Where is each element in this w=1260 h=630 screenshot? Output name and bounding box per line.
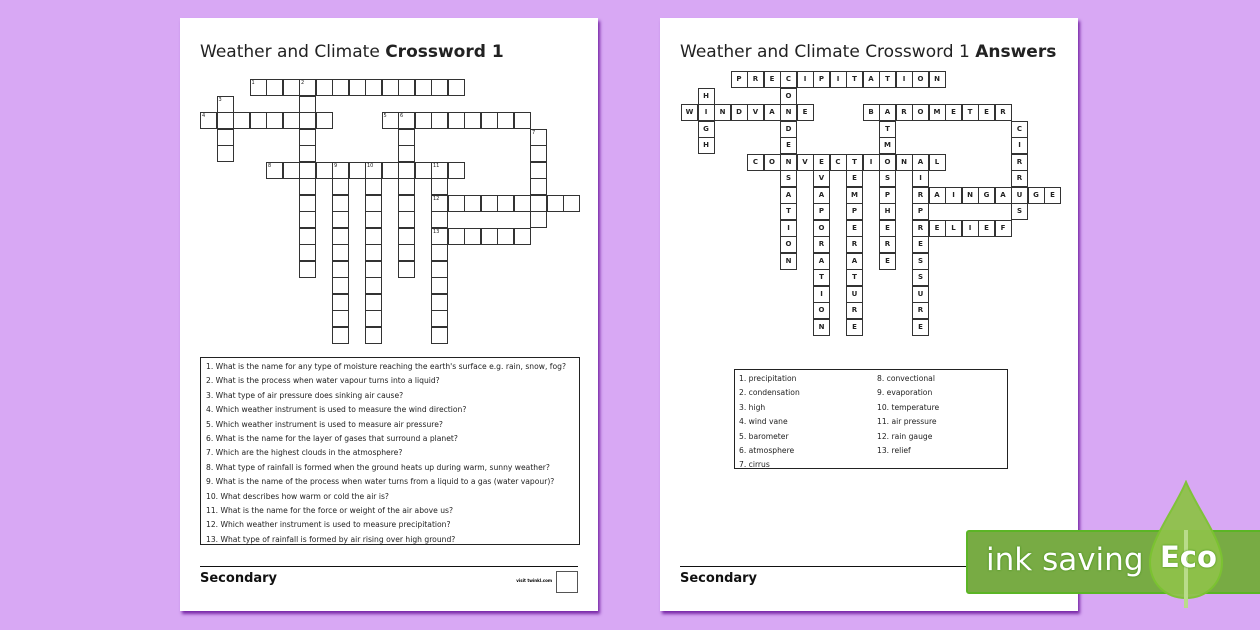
crossword-cell[interactable]	[365, 244, 382, 261]
crossword-cell: R	[896, 104, 913, 121]
crossword-cell[interactable]	[217, 129, 234, 146]
crossword-cell[interactable]	[464, 228, 481, 245]
answer-item: 13. relief	[877, 445, 911, 455]
crossword-cell[interactable]	[365, 261, 382, 278]
crossword-cell: I	[896, 71, 913, 88]
crossword-cell[interactable]	[299, 162, 316, 179]
crossword-cell[interactable]	[481, 112, 498, 129]
footer-divider	[200, 566, 578, 567]
crossword-cell[interactable]	[382, 79, 399, 96]
crossword-cell[interactable]	[530, 195, 547, 212]
crossword-cell[interactable]	[398, 112, 415, 129]
clue-item: 7. Which are the highest clouds in the atmosphere?	[206, 448, 403, 458]
crossword-worksheet	[180, 18, 598, 611]
answer-item: 4. wind vane	[739, 417, 788, 427]
crossword-cell[interactable]	[431, 310, 448, 327]
crossword-cell: P	[813, 71, 830, 88]
crossword-cell[interactable]	[299, 178, 316, 195]
crossword-cell[interactable]	[398, 162, 415, 179]
crossword-cell[interactable]	[497, 112, 514, 129]
crossword-cell[interactable]	[365, 294, 382, 311]
crossword-cell[interactable]	[332, 294, 349, 311]
crossword-cell[interactable]	[200, 112, 217, 129]
crossword-cell[interactable]	[398, 261, 415, 278]
crossword-cell: E	[879, 220, 896, 237]
crossword-cell: A	[879, 104, 896, 121]
crossword-cell[interactable]	[497, 228, 514, 245]
crossword-cell[interactable]	[332, 178, 349, 195]
crossword-cell: A	[764, 104, 781, 121]
clue-number: 13	[433, 228, 440, 235]
crossword-cell: C	[830, 154, 847, 171]
crossword-cell: A	[929, 187, 946, 204]
clue-number: 10	[367, 162, 374, 169]
crossword-cell: E	[929, 220, 946, 237]
crossword-cell[interactable]	[464, 195, 481, 212]
crossword-cell[interactable]	[530, 211, 547, 228]
crossword-cell: R	[1011, 170, 1028, 187]
crossword-cell[interactable]	[448, 112, 465, 129]
crossword-cell[interactable]	[233, 112, 250, 129]
crossword-cell: R	[846, 236, 863, 253]
crossword-cell[interactable]	[431, 195, 448, 212]
crossword-cell: R	[912, 220, 929, 237]
crossword-cell: E	[912, 319, 929, 336]
crossword-cell: U	[1011, 187, 1028, 204]
crossword-cell[interactable]	[332, 261, 349, 278]
crossword-cell[interactable]	[250, 112, 267, 129]
crossword-cell[interactable]	[217, 145, 234, 162]
clue-number: 5	[383, 113, 387, 119]
answer-item: 1. precipitation	[739, 374, 797, 383]
worksheet-title	[200, 42, 504, 62]
answer-item: 7. cirrus	[739, 460, 770, 470]
crossword-cell: T	[846, 269, 863, 286]
clue-item: 1. What is the name for any type of moisture reaching the earth's surface e.g. rain, snow, fog?	[206, 362, 566, 371]
clue-item: 11. What is the name for the force or weight of the air above us?	[206, 506, 454, 516]
crossword-cell: E	[846, 170, 863, 187]
clue-number: 2	[301, 80, 305, 86]
crossword-cell[interactable]	[250, 79, 267, 96]
crossword-cell: N	[896, 154, 913, 171]
crossword-cell: P	[813, 203, 830, 220]
crossword-cell[interactable]	[316, 112, 333, 129]
crossword-cell[interactable]	[299, 261, 316, 278]
crossword-cell: A	[780, 187, 797, 204]
crossword-cell[interactable]	[497, 195, 514, 212]
crossword-cell: G	[978, 187, 995, 204]
footer-level: Secondary	[200, 571, 278, 586]
crossword-cell: I	[698, 104, 715, 121]
crossword-cell: M	[846, 187, 863, 204]
crossword-cell: E	[945, 104, 962, 121]
twinkl-logo	[556, 571, 578, 593]
crossword-cell[interactable]	[365, 327, 382, 344]
crossword-cell[interactable]	[349, 162, 366, 179]
crossword-cell: E	[813, 154, 830, 171]
crossword-cell: P	[879, 187, 896, 204]
crossword-cell: C	[780, 71, 797, 88]
crossword-cell: I	[945, 187, 962, 204]
crossword-cell: R	[912, 187, 929, 204]
crossword-cell: B	[863, 104, 880, 121]
clue-item: 10. What describes how warm or cold the air is?	[206, 491, 389, 501]
crossword-cell[interactable]	[448, 162, 465, 179]
crossword-cell: N	[780, 154, 797, 171]
crossword-cell: E	[797, 104, 814, 121]
crossword-cell[interactable]	[365, 211, 382, 228]
crossword-cell[interactable]	[530, 178, 547, 195]
crossword-cell[interactable]	[299, 195, 316, 212]
crossword-cell: R	[995, 104, 1012, 121]
crossword-cell[interactable]	[266, 79, 283, 96]
crossword-cell: G	[1028, 187, 1045, 204]
crossword-cell: I	[863, 154, 880, 171]
crossword-cell: D	[731, 104, 748, 121]
clue-number: 12	[433, 195, 440, 202]
crossword-cell: P	[846, 203, 863, 220]
crossword-cell: R	[846, 302, 863, 319]
clue-item: 12. Which weather instrument is used to measure precipitation?	[206, 520, 451, 530]
crossword-cell: N	[780, 253, 797, 270]
crossword-cell[interactable]	[398, 178, 415, 195]
crossword-cell[interactable]	[332, 228, 349, 245]
crossword-cell[interactable]	[332, 79, 349, 96]
crossword-cell: A	[846, 253, 863, 270]
crossword-cell: O	[780, 236, 797, 253]
clue-list	[200, 357, 580, 545]
answer-item: 11. air pressure	[877, 417, 937, 427]
crossword-cell: O	[813, 220, 830, 237]
crossword-cell[interactable]	[398, 195, 415, 212]
crossword-cell: E	[978, 220, 995, 237]
crossword-cell: O	[813, 302, 830, 319]
title-text: Weather and Climate Crossword 1	[680, 42, 976, 62]
crossword-cell[interactable]	[398, 129, 415, 146]
crossword-cell[interactable]	[382, 112, 399, 129]
crossword-cell: V	[797, 154, 814, 171]
crossword-cell[interactable]	[365, 228, 382, 245]
clue-item: 8. What type of rainfall is formed when the ground heats up during warm, sunny weather?	[206, 462, 550, 472]
answer-item: 3. high	[739, 402, 766, 412]
crossword-cell[interactable]	[530, 145, 547, 162]
crossword-cell: I	[830, 71, 847, 88]
clue-item: 13. What type of rainfall is formed by air rising over high ground?	[206, 534, 456, 544]
crossword-cell: T	[846, 71, 863, 88]
crossword-cell: T	[879, 121, 896, 138]
crossword-cell[interactable]	[464, 112, 481, 129]
crossword-cell: O	[764, 154, 781, 171]
crossword-cell: I	[1011, 137, 1028, 154]
crossword-cell[interactable]	[283, 162, 300, 179]
crossword-cell: U	[912, 286, 929, 303]
crossword-cell: I	[797, 71, 814, 88]
crossword-cell[interactable]	[514, 228, 531, 245]
crossword-cell: R	[879, 236, 896, 253]
crossword-cell: R	[813, 236, 830, 253]
crossword-cell[interactable]	[299, 228, 316, 245]
crossword-cell: P	[731, 71, 748, 88]
crossword-cell[interactable]	[349, 79, 366, 96]
crossword-cell: I	[912, 170, 929, 187]
crossword-cell: N	[780, 104, 797, 121]
crossword-cell[interactable]	[283, 79, 300, 96]
crossword-cell: O	[912, 104, 929, 121]
crossword-cell: N	[962, 187, 979, 204]
crossword-cell[interactable]	[365, 195, 382, 212]
crossword-cell[interactable]	[514, 112, 531, 129]
crossword-cell: S	[879, 170, 896, 187]
crossword-cell[interactable]	[332, 277, 349, 294]
crossword-cell: V	[813, 170, 830, 187]
clue-item: 5. Which weather instrument is used to measure air pressure?	[206, 419, 443, 429]
crossword-cell: O	[912, 71, 929, 88]
crossword-cell[interactable]	[398, 244, 415, 261]
crossword-cell[interactable]	[530, 129, 547, 146]
crossword-cell: I	[962, 220, 979, 237]
clue-item: 9. What is the name of the process when water turns from a liquid to a gas (water vapour)?	[206, 477, 555, 487]
crossword-cell[interactable]	[299, 96, 316, 113]
crossword-cell: A	[912, 154, 929, 171]
crossword-cell: S	[912, 253, 929, 270]
answer-list	[734, 369, 1008, 469]
crossword-cell[interactable]	[332, 327, 349, 344]
crossword-cell[interactable]	[448, 228, 465, 245]
crossword-cell: M	[929, 104, 946, 121]
crossword-cell[interactable]	[266, 112, 283, 129]
crossword-cell[interactable]	[398, 145, 415, 162]
crossword-cell[interactable]	[415, 79, 432, 96]
crossword-cell: L	[929, 154, 946, 171]
crossword-cell: E	[978, 104, 995, 121]
crossword-cell: T	[879, 71, 896, 88]
crossword-cell: C	[1011, 121, 1028, 138]
crossword-cell[interactable]	[481, 195, 498, 212]
answer-item: 10. temperature	[877, 402, 940, 412]
crossword-cell[interactable]	[283, 112, 300, 129]
clue-number: 1	[251, 80, 255, 86]
answer-item: 6. atmosphere	[739, 445, 795, 455]
crossword-cell: N	[714, 104, 731, 121]
clue-number: 3	[218, 96, 222, 103]
crossword-cell: H	[698, 137, 715, 154]
answer-item: 9. evaporation	[877, 388, 933, 398]
crossword-cell: I	[813, 286, 830, 303]
crossword-cell: S	[912, 269, 929, 286]
answer-item: 12. rain gauge	[877, 431, 933, 441]
crossword-cell[interactable]	[382, 162, 399, 179]
crossword-cell[interactable]	[530, 162, 547, 179]
crossword-cell[interactable]	[431, 244, 448, 261]
visit-link[interactable]: visit twinkl.com	[516, 578, 552, 583]
crossword-cell[interactable]	[431, 261, 448, 278]
crossword-cell[interactable]	[448, 79, 465, 96]
crossword-cell[interactable]	[365, 277, 382, 294]
crossword-cell[interactable]	[332, 310, 349, 327]
crossword-cell: D	[780, 121, 797, 138]
clue-item: 4. Which weather instrument is used to measure the wind direction?	[206, 405, 467, 415]
crossword-cell[interactable]	[365, 162, 382, 179]
eco-label: Eco	[1160, 540, 1217, 574]
crossword-cell: A	[995, 187, 1012, 204]
crossword-cell[interactable]	[316, 162, 333, 179]
title-text: Weather and Climate	[200, 42, 386, 62]
crossword-cell: F	[995, 220, 1012, 237]
crossword-cell[interactable]	[547, 195, 564, 212]
clue-number: 8	[268, 162, 272, 169]
crossword-cell: I	[780, 220, 797, 237]
crossword-cell[interactable]	[266, 162, 283, 179]
crossword-cell[interactable]	[448, 195, 465, 212]
crossword-cell: L	[945, 220, 962, 237]
crossword-cell: E	[846, 319, 863, 336]
crossword-cell[interactable]	[431, 228, 448, 245]
clue-number: 4	[202, 113, 206, 119]
crossword-cell[interactable]	[365, 178, 382, 195]
crossword-cell: P	[912, 203, 929, 220]
title-bold: Answers	[975, 42, 1057, 62]
crossword-cell[interactable]	[563, 195, 580, 212]
crossword-cell: V	[747, 104, 764, 121]
crossword-cell[interactable]	[431, 79, 448, 96]
answer-item: 2. condensation	[739, 388, 800, 398]
clue-number: 7	[532, 129, 536, 136]
crossword-cell[interactable]	[299, 244, 316, 261]
crossword-cell: N	[813, 319, 830, 336]
crossword-cell[interactable]	[431, 277, 448, 294]
clue-item: 2. What is the process when water vapour turns into a liquid?	[206, 376, 440, 386]
crossword-cell[interactable]	[514, 195, 531, 212]
crossword-cell: N	[929, 71, 946, 88]
clue-number: 6	[400, 113, 404, 119]
crossword-cell: E	[764, 71, 781, 88]
crossword-cell: A	[863, 71, 880, 88]
crossword-cell: O	[879, 154, 896, 171]
crossword-cell: A	[813, 187, 830, 204]
crossword-cell[interactable]	[365, 310, 382, 327]
crossword-cell[interactable]	[299, 145, 316, 162]
crossword-cell: H	[879, 203, 896, 220]
crossword-cell: E	[912, 236, 929, 253]
crossword-cell[interactable]	[365, 79, 382, 96]
crossword-cell[interactable]	[332, 195, 349, 212]
answer-item: 8. convectional	[877, 374, 935, 383]
answers-worksheet	[660, 18, 1078, 611]
crossword-cell[interactable]	[431, 162, 448, 179]
answer-item: 5. barometer	[739, 431, 789, 441]
crossword-cell: E	[780, 137, 797, 154]
crossword-cell[interactable]	[332, 244, 349, 261]
clue-number: 11	[433, 162, 440, 169]
crossword-cell: T	[813, 269, 830, 286]
crossword-cell[interactable]	[299, 211, 316, 228]
crossword-cell: S	[780, 170, 797, 187]
crossword-cell: M	[879, 137, 896, 154]
crossword-cell[interactable]	[332, 211, 349, 228]
footer-level: Secondary	[680, 571, 758, 586]
crossword-cell: H	[698, 88, 715, 105]
crossword-cell: T	[846, 154, 863, 171]
crossword-cell: U	[846, 286, 863, 303]
crossword-cell[interactable]	[217, 96, 234, 113]
crossword-cell[interactable]	[398, 228, 415, 245]
crossword-cell: G	[698, 121, 715, 138]
crossword-cell: E	[879, 253, 896, 270]
crossword-cell[interactable]	[332, 162, 349, 179]
crossword-cell[interactable]	[299, 129, 316, 146]
crossword-cell: R	[912, 302, 929, 319]
crossword-cell[interactable]	[431, 112, 448, 129]
crossword-cell: E	[1044, 187, 1061, 204]
clue-item: 6. What is the name for the layer of gases that surround a planet?	[206, 434, 458, 444]
crossword-cell[interactable]	[398, 79, 415, 96]
clue-item: 3. What type of air pressure does sinking air cause?	[206, 390, 404, 400]
title-bold: Crossword 1	[385, 42, 504, 62]
crossword-cell[interactable]	[431, 327, 448, 344]
crossword-cell[interactable]	[481, 228, 498, 245]
crossword-cell: T	[962, 104, 979, 121]
crossword-cell: A	[813, 253, 830, 270]
crossword-cell[interactable]	[299, 79, 316, 96]
crossword-cell[interactable]	[217, 112, 234, 129]
crossword-cell[interactable]	[398, 211, 415, 228]
crossword-cell[interactable]	[431, 294, 448, 311]
crossword-cell[interactable]	[415, 162, 432, 179]
crossword-cell: R	[747, 71, 764, 88]
ink-saving-text: ink saving	[986, 542, 1144, 578]
crossword-cell[interactable]	[415, 112, 432, 129]
crossword-cell: W	[681, 104, 698, 121]
crossword-cell: C	[747, 154, 764, 171]
crossword-cell[interactable]	[316, 79, 333, 96]
answers-title	[680, 42, 1056, 62]
crossword-cell[interactable]	[299, 112, 316, 129]
crossword-cell: E	[846, 220, 863, 237]
crossword-cell: S	[1011, 203, 1028, 220]
crossword-cell: R	[1011, 154, 1028, 171]
clue-number: 9	[334, 162, 338, 169]
crossword-cell: T	[780, 203, 797, 220]
crossword-cell: O	[780, 88, 797, 105]
